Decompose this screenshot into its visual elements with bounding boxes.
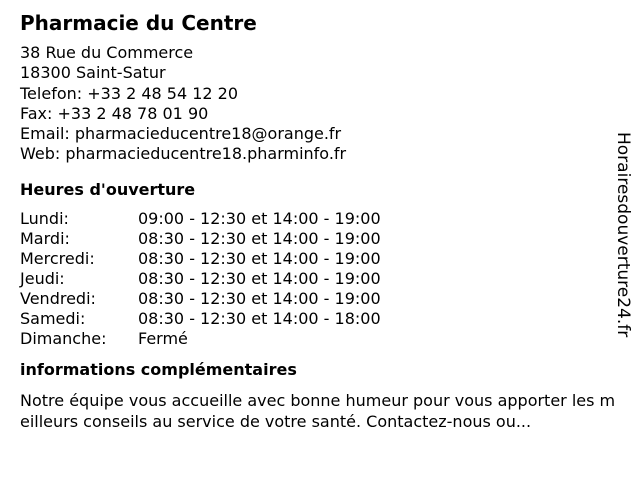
hours-row (20, 309, 610, 329)
page-title: Pharmacie du Centre (20, 11, 257, 35)
day-label: Mercredi: (20, 248, 95, 268)
hours-row (20, 289, 610, 309)
phone-number: Telefon: +33 2 48 54 12 20 (20, 83, 239, 103)
day-hours: 08:30 - 12:30 et 14:00 - 19:00 (138, 268, 381, 288)
email-address: Email: pharmacieducentre18@orange.fr (20, 124, 342, 144)
hours-row (20, 329, 610, 349)
day-hours: 08:30 - 12:30 et 14:00 - 19:00 (138, 248, 381, 268)
day-hours: 08:30 - 12:30 et 14:00 - 19:00 (138, 288, 381, 308)
day-hours: Fermé (138, 328, 188, 348)
day-hours: 08:30 - 12:30 et 14:00 - 18:00 (138, 308, 381, 328)
day-hours: 09:00 - 12:30 et 14:00 - 19:00 (138, 208, 381, 228)
address-street: 38 Rue du Commerce (20, 43, 194, 62)
address-city: 18300 Saint-Satur (20, 63, 166, 83)
day-label: Samedi: (20, 308, 86, 328)
pharmacy-card (20, 10, 616, 432)
contact-info (20, 43, 610, 165)
hours-heading: Heures d'ouverture (20, 179, 196, 199)
brand-watermark: Horairesdouverture24.fr (613, 132, 633, 338)
hours-row (20, 209, 610, 229)
day-hours: 08:30 - 12:30 et 14:00 - 19:00 (138, 228, 381, 248)
fax-number: Fax: +33 2 48 78 01 90 (20, 103, 209, 123)
day-label: Dimanche: (20, 328, 107, 348)
hours-row (20, 269, 610, 289)
more-info-heading: informations complémentaires (20, 359, 297, 379)
hours-row (20, 249, 610, 269)
hours-table (20, 209, 610, 349)
hours-row (20, 229, 610, 249)
day-label: Lundi: (20, 208, 69, 228)
website-url: Web: pharmacieducentre18.pharminfo.fr (20, 144, 347, 164)
day-label: Mardi: (20, 228, 70, 248)
day-label: Jeudi: (20, 268, 65, 288)
day-label: Vendredi: (20, 288, 96, 308)
more-info-text: Notre équipe vous accueille avec bonne humeur pour vous apporter les meilleurs conseils au service de votre santé. Contactez-nous ou... (20, 390, 616, 431)
